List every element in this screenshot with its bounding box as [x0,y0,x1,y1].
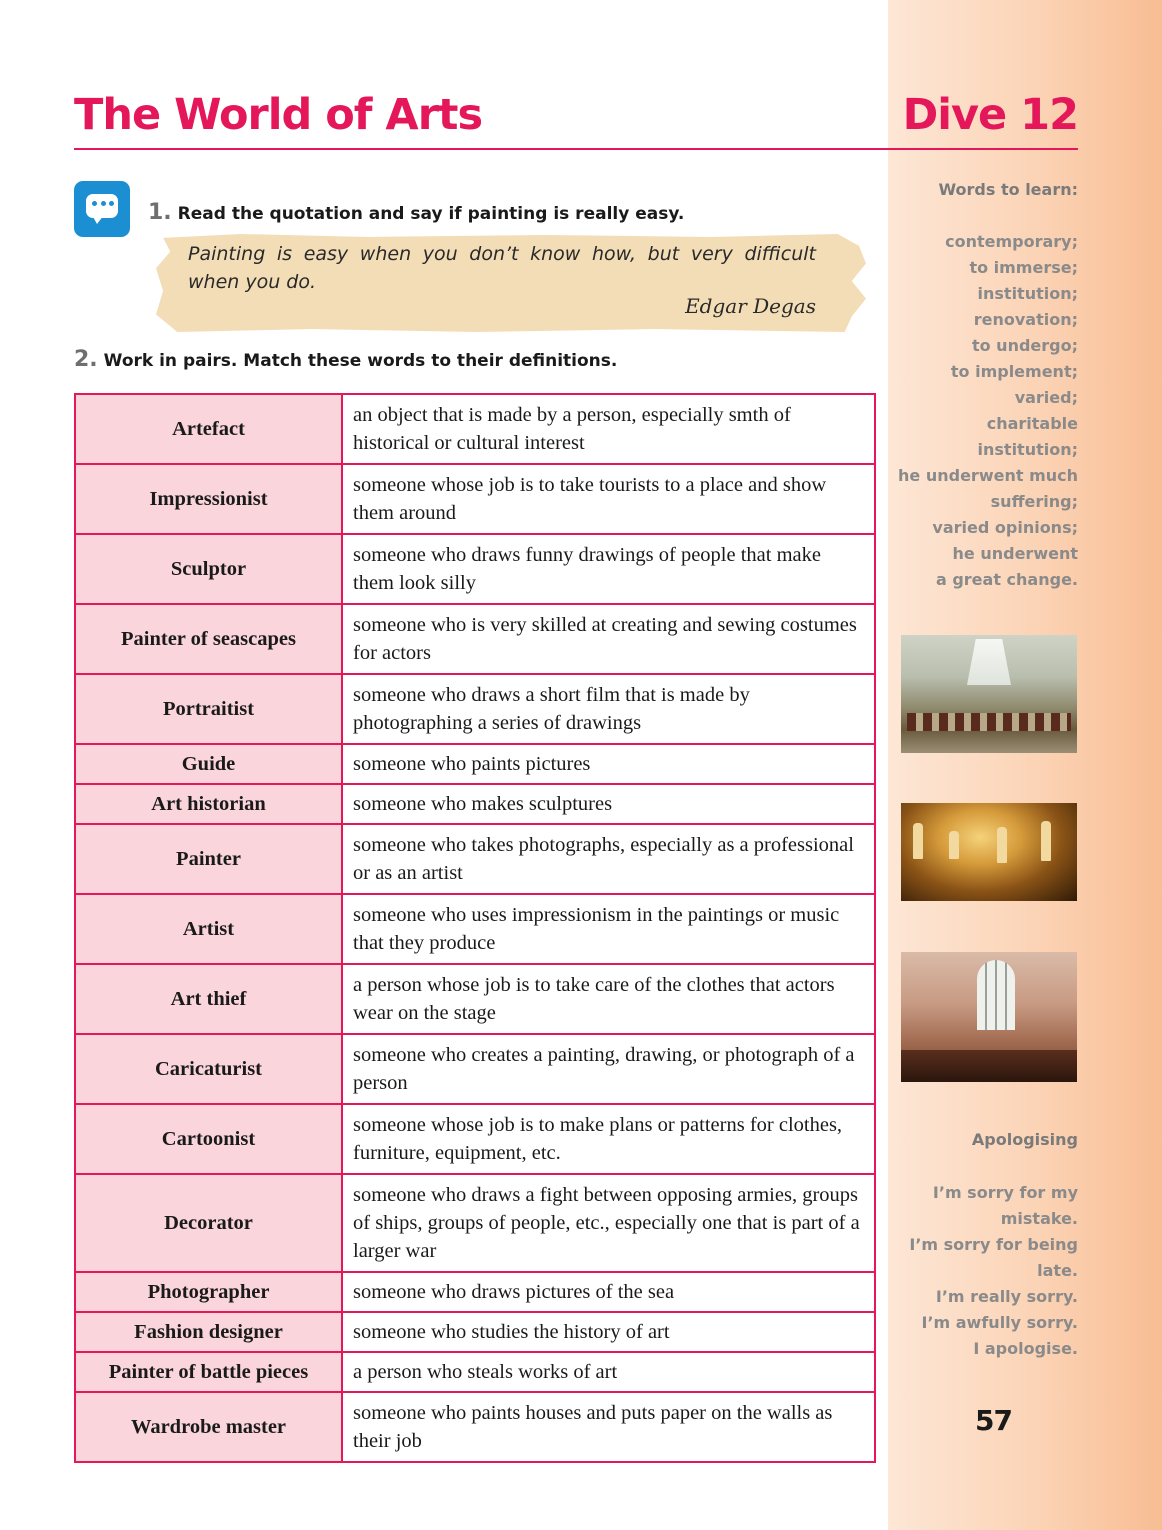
definition-cell: someone who draws a short film that is made by photographing a series of drawings [342,674,875,744]
table-row [75,1312,875,1352]
definition-cell: someone who studies the history of art [342,1312,875,1352]
table-row [75,784,875,824]
sculpture-hall-photo [901,803,1077,901]
definition-cell: someone who draws pictures of the sea [342,1272,875,1312]
table-row [75,534,875,604]
matching-table [74,393,876,1463]
definition-cell: someone who uses impressionism in the paintings or music that they produce [342,894,875,964]
vocabulary-item: charitable [986,414,1078,433]
table-row [75,1352,875,1392]
apology-phrase: I’m really sorry. [935,1287,1078,1306]
page-title: The World of Arts [74,90,483,140]
quote-author: Edgar Degas [685,294,816,318]
definition-cell: someone who is very skilled at creating and sewing costumes for actors [342,604,875,674]
table-row [75,674,875,744]
statue-room-photo [901,952,1077,1082]
vocabulary-item: a great change. [935,570,1078,589]
term-cell: Artist [75,894,342,964]
vocabulary-item: he underwent [952,544,1078,563]
vocabulary-item: varied; [1014,388,1078,407]
table-row [75,464,875,534]
definition-cell: someone who paints houses and puts paper on the walls as their job [342,1392,875,1462]
term-cell: Cartoonist [75,1104,342,1174]
page-number: 57 [975,1404,1012,1437]
definition-cell: an object that is made by a person, especially smth of historical or cultural interest [342,394,875,464]
definition-cell: someone whose job is to make plans or patterns for clothes, furniture, equipment, etc. [342,1104,875,1174]
definition-cell: someone who makes sculptures [342,784,875,824]
term-cell: Art historian [75,784,342,824]
vocabulary-item: renovation; [973,310,1078,329]
term-cell: Sculptor [75,534,342,604]
words-to-learn-list [898,229,1078,593]
apologising-heading: Apologising [971,1130,1078,1149]
definition-cell: someone who draws funny drawings of people that make them look silly [342,534,875,604]
table-row [75,1034,875,1104]
table-row [75,964,875,1034]
term-cell: Portraitist [75,674,342,744]
exercise-2-instruction: Work in pairs. Match these words to their definitions. [103,351,618,371]
term-cell: Guide [75,744,342,784]
term-cell: Caricaturist [75,1034,342,1104]
definition-cell: someone who draws a fight between opposing armies, groups of ships, groups of people, etc., especially one that is part of a larger war [342,1174,875,1272]
apology-phrase: I’m sorry for my [932,1183,1078,1202]
exercise-1-instruction: Read the quotation and say if painting is really easy. [177,204,685,224]
vocabulary-item: suffering; [990,492,1078,511]
table-row [75,1104,875,1174]
unit-label: Dive 12 [902,90,1078,140]
term-cell: Photographer [75,1272,342,1312]
term-cell: Decorator [75,1174,342,1272]
quote-text: Painting is easy when you don’t know how, but very difficult when you do. [188,243,816,293]
museum-gallery-photo [901,635,1077,753]
term-cell: Painter of battle pieces [75,1352,342,1392]
apology-phrase: I’m awfully sorry. [921,1313,1078,1332]
speech-bubble-icon [74,181,130,237]
term-cell: Artefact [75,394,342,464]
exercise-2-heading [74,347,617,372]
term-cell: Painter [75,824,342,894]
definition-cell: a person who steals works of art [342,1352,875,1392]
apologising-list [909,1180,1078,1362]
table-row [75,744,875,784]
title-divider [74,148,1078,150]
apology-phrase: I’m sorry for being [909,1235,1078,1254]
definition-cell: someone who creates a painting, drawing, or photograph of a person [342,1034,875,1104]
term-cell: Painter of seascapes [75,604,342,674]
vocabulary-item: contemporary; [945,232,1078,251]
definition-cell: someone who paints pictures [342,744,875,784]
exercise-2-number: 2. [74,347,98,372]
term-cell: Art thief [75,964,342,1034]
term-cell: Wardrobe master [75,1392,342,1462]
exercise-1-number: 1. [148,200,172,225]
vocabulary-item: institution; [977,440,1078,459]
exercise-1-heading [148,200,684,225]
table-row [75,894,875,964]
vocabulary-item: to undergo; [971,336,1078,355]
vocabulary-item: to immerse; [969,258,1078,277]
vocabulary-item: he underwent much [898,466,1078,485]
vocabulary-item: varied opinions; [932,518,1078,537]
table-row [75,1272,875,1312]
term-cell: Fashion designer [75,1312,342,1352]
apology-phrase: I apologise. [973,1339,1078,1358]
apology-phrase: mistake. [1000,1209,1078,1228]
table-row [75,394,875,464]
apology-phrase: late. [1037,1261,1078,1280]
term-cell: Impressionist [75,464,342,534]
table-row [75,1174,875,1272]
table-row [75,604,875,674]
vocabulary-item: to implement; [950,362,1078,381]
table-row [75,824,875,894]
vocabulary-item: institution; [977,284,1078,303]
definition-cell: someone who takes photographs, especially as a professional or as an artist [342,824,875,894]
definition-cell: someone whose job is to take tourists to a place and show them around [342,464,875,534]
table-row [75,1392,875,1462]
definition-cell: a person whose job is to take care of the clothes that actors wear on the stage [342,964,875,1034]
words-to-learn-heading: Words to learn: [938,180,1078,199]
